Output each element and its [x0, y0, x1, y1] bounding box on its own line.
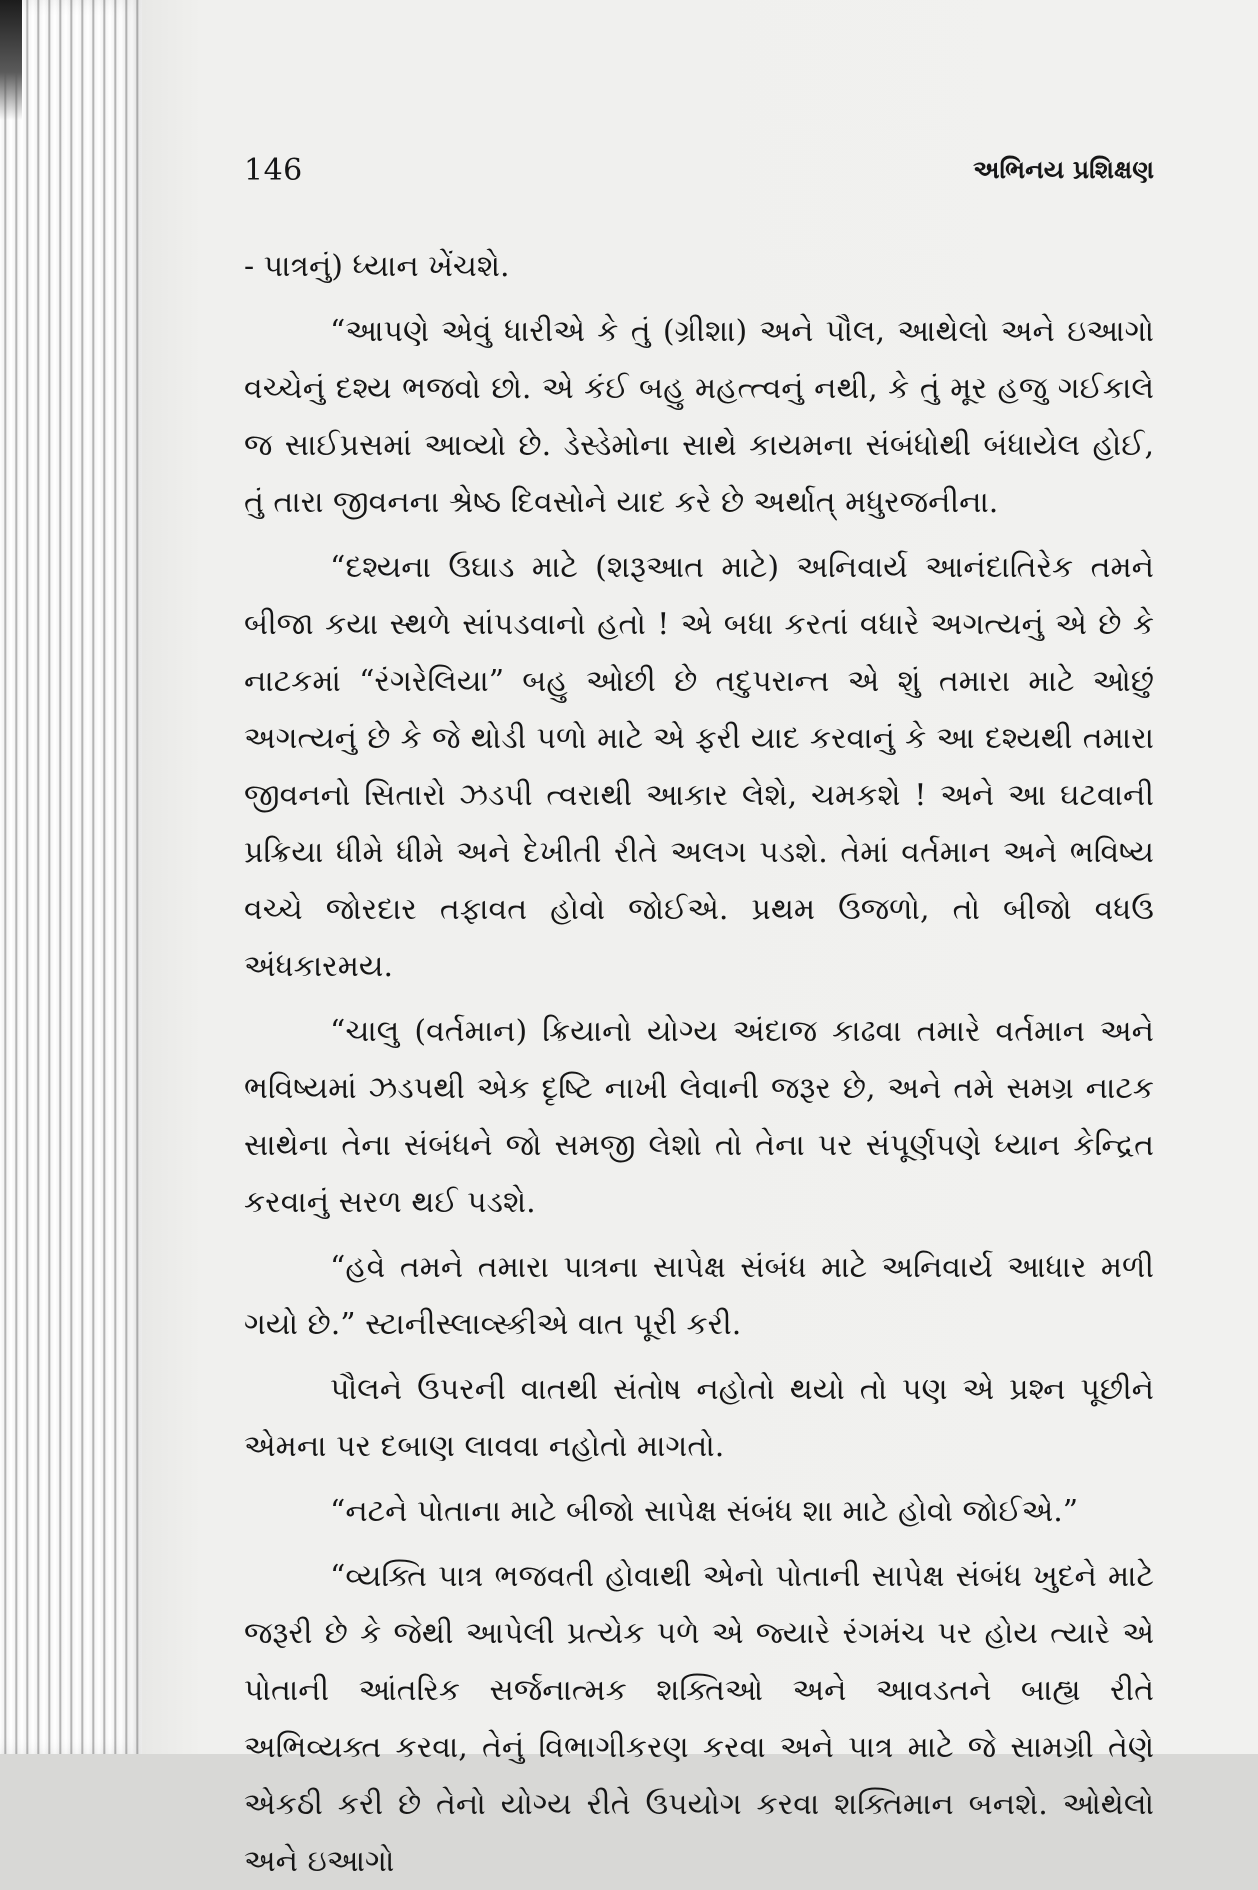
paragraph: “ચાલુ (વર્તમાન) ક્રિયાનો યોગ્ય અંદાજ કાઢવા તમારે વર્તમાન અને ભવિષ્યમાં ઝડપથી એક દૃષ્ટિ નાખી લેવાની જરૂર છે, અને તમે સમગ્ર નાટક સાથેના તેના સંબંધને જો સમજી લેશો તો તેના પર સંપૂર્ણપણે ધ્યાન કેન્દ્રિત કરવાનું સરળ થઈ પડશે. — [244, 1014, 1154, 1220]
running-title: અભિનય પ્રશિક્ષણ — [973, 155, 1154, 184]
book-page-edges — [0, 0, 142, 1754]
paragraph-continuation: - પાત્રનું) ધ્યાન ખેંચશે. — [244, 249, 510, 284]
book-page — [142, 0, 1258, 1879]
page-number: 146 — [244, 152, 303, 188]
paragraph: “દશ્યના ઉઘાડ માટે (શરૂઆત માટે) અનિવાર્ય આનંદાતિરેક તમને બીજા કયા સ્થળે સાંપડવાનો હતો ! એ બધા કરતાં વધારે અગત્યનું એ છે કે નાટકમાં “રંગરેલિયા” બહુ ઓછી છે તદુપરાન્ત એ શું તમારા માટે ઓછું અગત્યનું છે કે જે થોડી પળો માટે એ ફરી યાદ કરવાનું કે આ દશ્યથી તમારા જીવનનો સિતારો ઝડપી ત્વરાથી આકાર લેશે, ચમકશે ! અને આ ઘટવાની પ્રક્રિયા ધીમે ધીમે અને દેખીતી રીતે અલગ પડશે. તેમાં વર્તમાન અને ભવિષ્ય વચ્ચે જોરદાર તફાવત હોવો જોઈએ. પ્રથમ ઉજળો, તો બીજો વધઉ અંધકારમય. — [244, 550, 1154, 984]
paragraph: “નટને પોતાના માટે બીજો સાપેક્ષ સંબંધ શા માટે હોવો જોઈએ.” — [330, 1494, 1079, 1529]
paragraph: “હવે તમને તમારા પાત્રના સાપેક્ષ સંબંધ માટે અનિવાર્ય આધાર મળી ગયો છે.” સ્ટાનીસ્લાવ્સ્કીએ વાત પૂરી કરી. — [244, 1250, 1154, 1342]
page-body-text — [244, 238, 1154, 1890]
page-header — [244, 150, 1154, 190]
paragraph: “આપણે એવું ધારીએ કે તું (ગ્રીશા) અને પૌલ, આથેલો અને ઇઆગો વચ્ચેનું દશ્ય ભજવો છો. એ કંઈ બહુ મહત્ત્વનું નથી, કે તું મૂર હજુ ગઈકાલે જ સાઈપ્રસમાં આવ્યો છે. ડેસ્ડેમોના સાથે કાયમના સંબંધોથી બંધાયેલ હોઈ, તું તારા જીવનના શ્રેષ્ઠ દિવસોને યાદ કરે છે અર્થાત્ મધુરજનીના. — [244, 314, 1154, 520]
paragraph: પૌલને ઉપરની વાતથી સંતોષ નહોતો થયો તો પણ એ પ્રશ્ન પૂછીને એમના પર દબાણ લાવવા નહોતો માગતો. — [244, 1372, 1154, 1464]
paragraph: “વ્યક્તિ પાત્ર ભજવતી હોવાથી એનો પોતાની સાપેક્ષ સંબંધ ખુદને માટે જરૂરી છે કે જેથી આપેલી પ્રત્યેક પળે એ જ્યારે રંગમંચ પર હોય ત્યારે એ પોતાની આંતરિક સર્જનાત્મક શક્તિઓ અને આવડતને બાહ્ય રીતે અભિવ્યક્ત કરવા, તેનું વિભાગીકરણ કરવા અને પાત્ર માટે જે સામગ્રી તેણે એકઠી કરી છે તેનો યોગ્ય રીતે ઉપયોગ કરવા શક્તિમાન બનશે. ઓથેલો અને ઇઆગો — [244, 1559, 1154, 1879]
